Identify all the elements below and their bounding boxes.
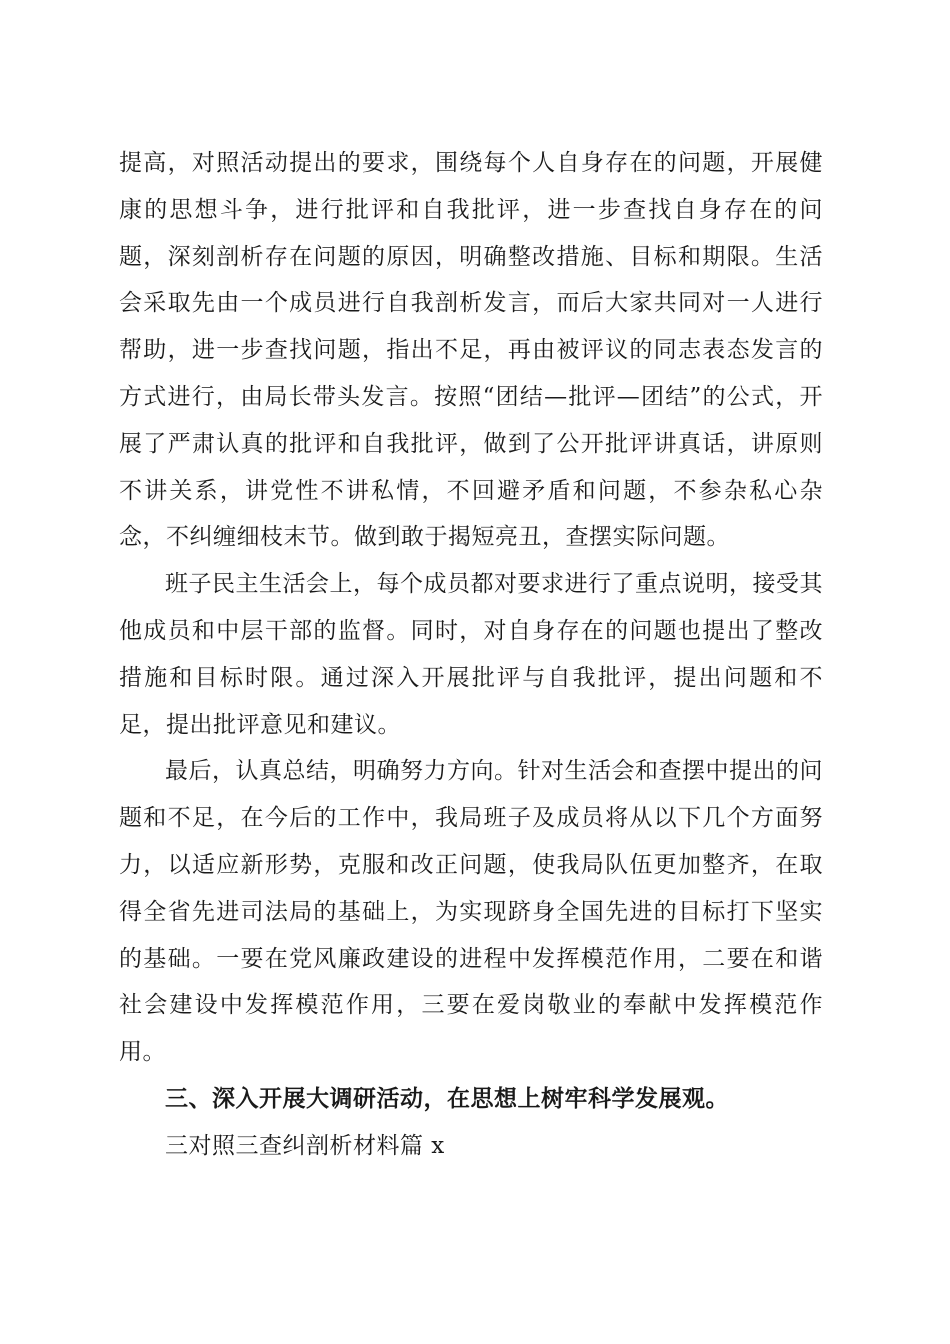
section-heading: 三、深入开展大调研活动，在思想上树牢科学发展观。 [165, 1085, 729, 1112]
document-body [119, 140, 823, 1170]
document-title-line: 三对照三查纠剖析材料篇 x [165, 1132, 445, 1159]
paragraph-3: 最后，认真总结，明确努力方向。针对生活会和查摆中提出的问题和不足，在今后的工作中，我局班子及成员将从以下几个方面努力，以适应新形势，克服和改正问题，使我局队伍更加整齐，在取得全省先进司法局的基础上，为实现跻身全国先进的目标打下坚实的基础。一要在党风廉政建设的进程中发挥模范作用，二要在和谐社会建设中发挥模范作用，三要在爱岗敬业的奉献中发挥模范作用。 [119, 758, 823, 1066]
paragraph-2: 班子民主生活会上，每个成员都对要求进行了重点说明，接受其他成员和中层干部的监督。同时，对自身存在的问题也提出了整改措施和目标时限。通过深入开展批评与自我批评，提出问题和不足，提出批评意见和建议。 [119, 571, 823, 738]
paragraph-1: 提高，对照活动提出的要求，围绕每个人自身存在的问题，开展健康的思想斗争，进行批评和自我批评，进一步查找自身存在的问题，深刻剖析存在问题的原因，明确整改措施、目标和期限。生活会采取先由一个成员进行自我剖析发言，而后大家共同对一人进行帮助，进一步查找问题，指出不足，再由被评议的同志表态发言的方式进行，由局长带头发言。按照“团结—批评—团结”的公式，开展了严肃认真的批评和自我批评，做到了公开批评讲真话，讲原则不讲关系，讲党性不讲私情，不回避矛盾和问题，不参杂私心杂念，不纠缠细枝末节。做到敢于揭短亮丑，查摆实际问题。 [119, 150, 823, 551]
